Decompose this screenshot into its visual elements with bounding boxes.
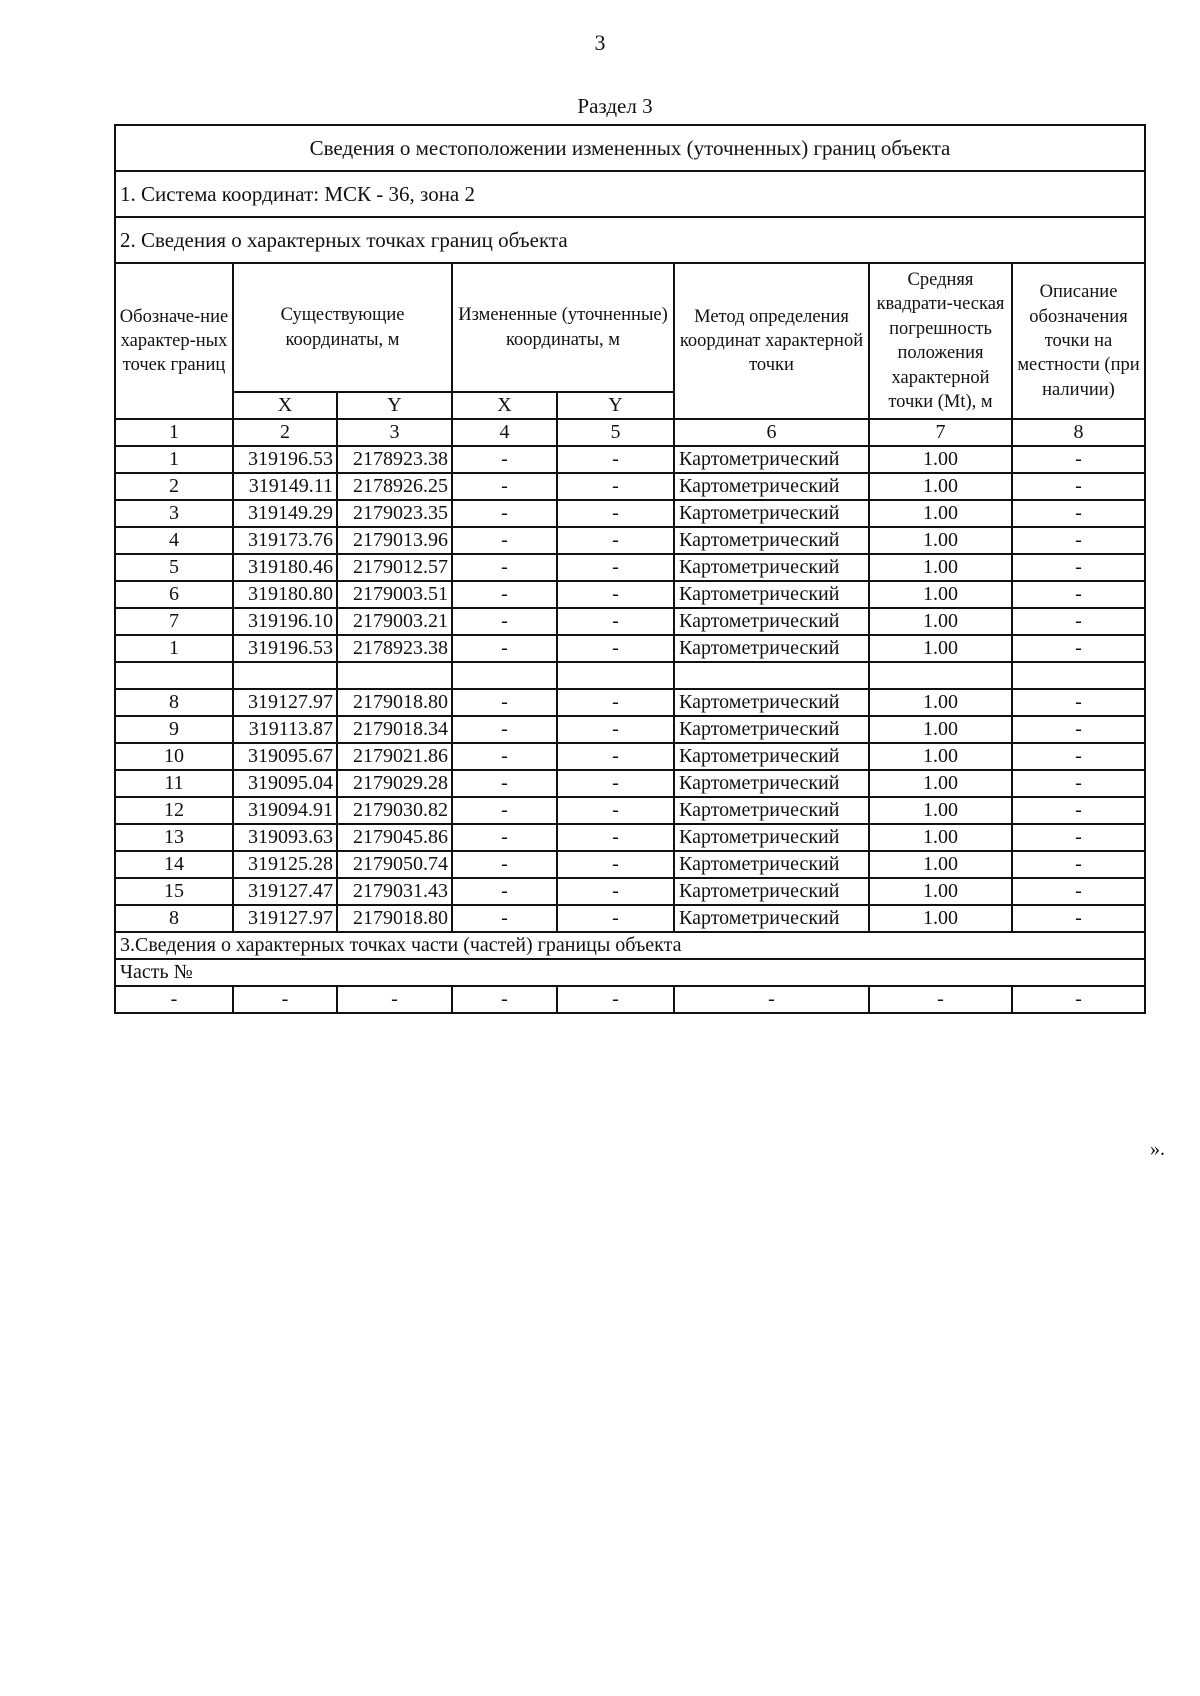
- part-label: Часть №: [115, 959, 1145, 986]
- table-cell: 14: [115, 851, 233, 878]
- table-cell: 4: [115, 527, 233, 554]
- table-cell: -: [452, 743, 557, 770]
- table-cell: 2179021.86: [337, 743, 452, 770]
- table-cell: 1.00: [869, 851, 1012, 878]
- column-numbers-row: [115, 419, 1145, 446]
- table-cell: -: [557, 635, 674, 662]
- table-cell: 2179018.80: [337, 905, 452, 932]
- table-row: [115, 554, 1145, 581]
- table-cell: 1.00: [869, 689, 1012, 716]
- table-cell: -: [1012, 527, 1145, 554]
- table-cell: 1.00: [869, 905, 1012, 932]
- table-cell: -: [452, 797, 557, 824]
- table-cell: 319093.63: [233, 824, 337, 851]
- table-row: [115, 446, 1145, 473]
- table-cell: 2179029.28: [337, 770, 452, 797]
- table-cell: -: [557, 878, 674, 905]
- table-row: [115, 905, 1145, 932]
- table-cell: -: [452, 500, 557, 527]
- table-cell: 12: [115, 797, 233, 824]
- table-cell: 319125.28: [233, 851, 337, 878]
- page-number: 3: [594, 30, 606, 55]
- table-cell: Картометрический: [674, 581, 869, 608]
- table-cell: Картометрический: [674, 635, 869, 662]
- table-cell: Картометрический: [674, 500, 869, 527]
- table-cell: -: [452, 527, 557, 554]
- table-row: [115, 743, 1145, 770]
- table-cell: Картометрический: [674, 851, 869, 878]
- header-method: Метод определения координат характерной точки: [674, 263, 869, 419]
- table-cell: -: [1012, 473, 1145, 500]
- part-cell: -: [452, 986, 557, 1013]
- part-row: [115, 986, 1145, 1013]
- part-cell: -: [674, 986, 869, 1013]
- table-cell: 2179045.86: [337, 824, 452, 851]
- table-cell: -: [452, 635, 557, 662]
- table-row: [115, 716, 1145, 743]
- header-changed-coords: Измененные (уточненные) координаты, м: [452, 263, 674, 392]
- table-cell: -: [1012, 770, 1145, 797]
- table-cell: -: [1012, 851, 1145, 878]
- table-cell: 2179018.80: [337, 689, 452, 716]
- column-number: 6: [674, 419, 869, 446]
- table-cell: Картометрический: [674, 770, 869, 797]
- header-existing-y: Y: [337, 392, 452, 419]
- table-cell: 319127.97: [233, 689, 337, 716]
- table-cell: 1.00: [869, 824, 1012, 851]
- table-cell: 1.00: [869, 500, 1012, 527]
- table-row: [115, 689, 1145, 716]
- part-cell: -: [1012, 986, 1145, 1013]
- table-cell: Картометрический: [674, 608, 869, 635]
- table-cell: -: [1012, 689, 1145, 716]
- table-cell: Картометрический: [674, 824, 869, 851]
- table-cell: -: [1012, 581, 1145, 608]
- table-cell: 319196.53: [233, 446, 337, 473]
- table-cell: 319095.67: [233, 743, 337, 770]
- coord-system: 1. Система координат: МСК - 36, зона 2: [115, 171, 1145, 217]
- table-cell: 1.00: [869, 797, 1012, 824]
- part-cell: -: [115, 986, 233, 1013]
- table-cell: 2179012.57: [337, 554, 452, 581]
- table-cell: -: [1012, 797, 1145, 824]
- table-cell: -: [557, 527, 674, 554]
- table-cell: 319180.46: [233, 554, 337, 581]
- table-cell: 319196.10: [233, 608, 337, 635]
- column-number: 5: [557, 419, 674, 446]
- closing-mark: ».: [1150, 1138, 1165, 1160]
- table-cell: -: [557, 689, 674, 716]
- table-row: [115, 851, 1145, 878]
- table-cell: 13: [115, 824, 233, 851]
- column-number: 7: [869, 419, 1012, 446]
- table-cell: Картометрический: [674, 446, 869, 473]
- table-cell: -: [557, 851, 674, 878]
- table-cell: 1.00: [869, 743, 1012, 770]
- table-cell: Картометрический: [674, 797, 869, 824]
- table-cell: 8: [115, 689, 233, 716]
- table-cell: 8: [115, 905, 233, 932]
- table-cell: 319113.87: [233, 716, 337, 743]
- header-point-designation: Обозначе-ние характер-ных точек границ: [115, 263, 233, 419]
- table-cell: 2179013.96: [337, 527, 452, 554]
- table-row: [115, 608, 1145, 635]
- table-row: [115, 527, 1145, 554]
- table-cell: 2179030.82: [337, 797, 452, 824]
- table-cell: 319196.53: [233, 635, 337, 662]
- table-cell: -: [557, 824, 674, 851]
- table-cell: 2179031.43: [337, 878, 452, 905]
- table-cell: -: [557, 500, 674, 527]
- table-cell: 2179023.35: [337, 500, 452, 527]
- table-cell: -: [1012, 446, 1145, 473]
- part-cell: -: [869, 986, 1012, 1013]
- table-cell: 319149.11: [233, 473, 337, 500]
- table-cell: 5: [115, 554, 233, 581]
- table-cell: Картометрический: [674, 878, 869, 905]
- table-cell: Картометрический: [674, 716, 869, 743]
- table-cell: 319180.80: [233, 581, 337, 608]
- table-cell: 2179003.21: [337, 608, 452, 635]
- table-row: [115, 581, 1145, 608]
- table-cell: Картометрический: [674, 473, 869, 500]
- table-row: [115, 473, 1145, 500]
- table-cell: -: [1012, 608, 1145, 635]
- table-row: [115, 635, 1145, 662]
- table-cell: -: [557, 716, 674, 743]
- table-cell: -: [452, 824, 557, 851]
- table-cell: 11: [115, 770, 233, 797]
- table-cell: 2179018.34: [337, 716, 452, 743]
- table-cell: -: [1012, 500, 1145, 527]
- table-cell: -: [452, 608, 557, 635]
- table-cell: -: [452, 770, 557, 797]
- table-cell: 1: [115, 446, 233, 473]
- header-mean-error: Средняя квадрати-ческая погрешность положения характерной точки (Mt), м: [869, 263, 1012, 419]
- parts-caption: 3.Сведения о характерных точках части (частей) границы объекта: [115, 932, 1145, 959]
- column-number: 2: [233, 419, 337, 446]
- table-cell: 1.00: [869, 878, 1012, 905]
- table-cell: -: [557, 797, 674, 824]
- table-cell: 6: [115, 581, 233, 608]
- table-cell: Картометрический: [674, 554, 869, 581]
- table-cell: 319094.91: [233, 797, 337, 824]
- header-existing-x: X: [233, 392, 337, 419]
- table-cell: -: [452, 716, 557, 743]
- table-cell: 1: [115, 635, 233, 662]
- table-row: [115, 878, 1145, 905]
- header-existing-coords: Существующие координаты, м: [233, 263, 452, 392]
- table-cell: 2179050.74: [337, 851, 452, 878]
- part-cell: -: [233, 986, 337, 1013]
- table-cell: 2: [115, 473, 233, 500]
- column-number: 3: [337, 419, 452, 446]
- column-number: 8: [1012, 419, 1145, 446]
- table-cell: -: [452, 878, 557, 905]
- table-cell: -: [1012, 716, 1145, 743]
- table-cell: -: [452, 473, 557, 500]
- table-cell: 1.00: [869, 770, 1012, 797]
- table-cell: 1.00: [869, 554, 1012, 581]
- table-title: Сведения о местоположении измененных (уточненных) границ объекта: [115, 125, 1145, 171]
- table-cell: 3: [115, 500, 233, 527]
- table-cell: 7: [115, 608, 233, 635]
- table-row: [115, 770, 1145, 797]
- table-cell: 1.00: [869, 608, 1012, 635]
- table-cell: Картометрический: [674, 527, 869, 554]
- table-cell: 319127.47: [233, 878, 337, 905]
- section-title: Раздел 3: [577, 94, 653, 118]
- table-cell: 2179003.51: [337, 581, 452, 608]
- table-cell: -: [557, 473, 674, 500]
- table-cell: -: [1012, 554, 1145, 581]
- column-number: 1: [115, 419, 233, 446]
- table-cell: 2178923.38: [337, 635, 452, 662]
- table-cell: Картометрический: [674, 743, 869, 770]
- table-cell: 10: [115, 743, 233, 770]
- table-cell: 2178926.25: [337, 473, 452, 500]
- header-changed-x: X: [452, 392, 557, 419]
- table-cell: -: [557, 770, 674, 797]
- table-cell: 1.00: [869, 473, 1012, 500]
- table-cell: -: [1012, 878, 1145, 905]
- table-cell: 319173.76: [233, 527, 337, 554]
- table-cell: -: [452, 689, 557, 716]
- table-row: [115, 797, 1145, 824]
- table-cell: -: [1012, 824, 1145, 851]
- table-cell: -: [452, 554, 557, 581]
- points-caption: 2. Сведения о характерных точках границ объекта: [115, 217, 1145, 263]
- table-cell: 1.00: [869, 635, 1012, 662]
- table-cell: 9: [115, 716, 233, 743]
- table-cell: 1.00: [869, 446, 1012, 473]
- table-cell: Картометрический: [674, 689, 869, 716]
- table-cell: -: [557, 608, 674, 635]
- table-cell: -: [557, 905, 674, 932]
- separator-row: [115, 662, 1145, 689]
- table-cell: Картометрический: [674, 905, 869, 932]
- table-cell: -: [452, 581, 557, 608]
- table-cell: 319127.97: [233, 905, 337, 932]
- table-cell: -: [452, 905, 557, 932]
- table-cell: 1.00: [869, 716, 1012, 743]
- part-cell: -: [337, 986, 452, 1013]
- table-cell: 2178923.38: [337, 446, 452, 473]
- table-cell: 1.00: [869, 581, 1012, 608]
- table-cell: 319149.29: [233, 500, 337, 527]
- table-cell: -: [1012, 743, 1145, 770]
- table-cell: -: [557, 554, 674, 581]
- table-cell: -: [1012, 635, 1145, 662]
- table-cell: -: [452, 446, 557, 473]
- coordinates-table: [114, 124, 1146, 1014]
- table-cell: -: [452, 851, 557, 878]
- table-cell: -: [557, 581, 674, 608]
- table-row: [115, 824, 1145, 851]
- table-cell: 319095.04: [233, 770, 337, 797]
- header-description: Описание обозначения точки на местности (при наличии): [1012, 263, 1145, 419]
- table-cell: -: [557, 743, 674, 770]
- column-number: 4: [452, 419, 557, 446]
- table-cell: -: [557, 446, 674, 473]
- table-row: [115, 500, 1145, 527]
- table-cell: 1.00: [869, 527, 1012, 554]
- header-changed-y: Y: [557, 392, 674, 419]
- table-cell: -: [1012, 905, 1145, 932]
- part-cell: -: [557, 986, 674, 1013]
- table-cell: 15: [115, 878, 233, 905]
